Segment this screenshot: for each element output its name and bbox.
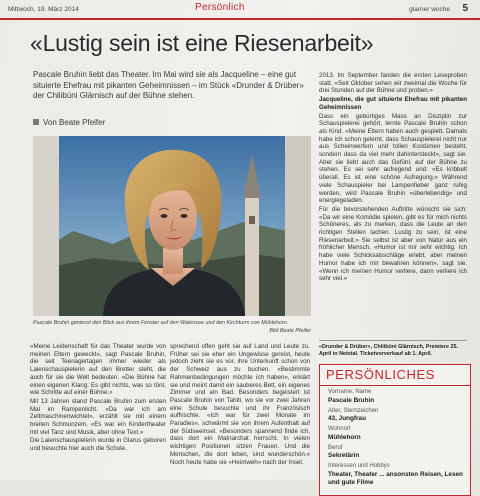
column-subhead: Jacqueline, die gut situierte Ehefrau mit pikanten Geheimnissen	[319, 96, 467, 111]
infobox-label: Interessen und Hobbys	[328, 463, 390, 469]
infobox-label: Wohnort	[328, 426, 351, 432]
article-column-b	[170, 343, 310, 467]
portrait-photo-illustration	[33, 136, 311, 316]
paragraph: Mit 13 Jahren stand Pascale Bruhin zum ersten Mal im Rampenlicht. «Da war ich am Zeltmaschinenwichtel», erzählt sie mit einem breiten Schmunzeln. «Es war ein Kindertheater mit viel Tanz und Musik, aber ohne Text.»	[30, 397, 166, 436]
infobox-value: 43, Jungfrau	[328, 415, 366, 422]
infobox-label: Vorname, Name	[328, 389, 372, 395]
photo-credit: Bild Beate Pfeifer	[269, 328, 311, 334]
article-column-c	[319, 72, 467, 284]
paragraph: Für die bevorstehenden Auftritte wünscht sie sich: «Da wir eine Komödie spielen, gibt es für mich nichts Schöneres, als zu merken, dass die Leute an den richtigen Stellen lachen. Lustig zu sein, ist eine Riesenarbeit.» Sie selbst ist aber von Natur aus ein fröhlicher Mensch. «Humor ist mir sehr wichtig. Ich habe viele Schicksalsschläge erlebt, aber meinen Humor habe ich mir bewahren können», sagt sie. «Wenn ich meinen Humor verliere, dann verliere ich sehr viel.»	[319, 205, 467, 283]
infobox-value: Pascale Bruhin	[328, 396, 375, 404]
newspaper-name: glarner woche	[409, 6, 450, 13]
paragraph: 2013. Im September fanden die ersten Leseproben statt. «Seit Oktober sehen wir zweimal die Woche für drei Stunden auf der Bühne und proben.»	[319, 72, 467, 95]
infobox-divider	[320, 385, 470, 386]
article-lead: Pascale Bruhin liebt das Theater. Im Mai wird sie als Jacqueline – eine gut situierte Ehefrau mit pikanten Geheimnissen – im Stück «Drunder & Drüber» der Chliibüni Glärnisch auf der Bühne stehen.	[33, 70, 304, 100]
infobox-value: Theater, Theater ... ansonsten Reisen, Lesen und gute Filme	[328, 470, 463, 486]
page-number: 5	[462, 3, 468, 14]
personal-info-box	[319, 364, 471, 496]
premiere-notice: «Drunder & Drüber», Chliibüni Glärnisch, Premiere 25. April in Netstal. Ticketvorverkauf ab 1. April.	[319, 340, 467, 358]
paragraph: Dass ein gebürtiges Mass an Disziplin zur Schauspielerei gehört, lernte Pascale Bruhin schon als Kind. «Meine Eltern haben auch gespielt. Damals habe ich schon gelernt, dass Schauspielerei nicht nur aus Scheinwerfern und tollen Kostümen besteht, sondern dass da viel mehr dahintersteckt», sagt sie. Aber sie liebt auch das Gefühl, auf der Bühne zu stehen. Es sei sehr aufregend und: «Es kribbelt überall. Es ist eine schöne Aufregung.» Während viele Schauspieler bei Lampenfieber ganz ruhig werden, wird Pascale Bruhin «überlebendig» und energiegeladen.	[319, 112, 467, 205]
infobox-value: Sekretärin	[328, 452, 360, 459]
author-name: Von Beate Pfeifer	[43, 118, 106, 127]
page-header	[0, 0, 480, 20]
infobox-rows	[328, 389, 466, 490]
author-bullet-icon	[33, 119, 39, 125]
article-headline: «Lustig sein ist eine Riesenarbeit»	[30, 30, 374, 56]
paragraph: «Meine Leidenschaft für das Theater wurde von meinen Eltern geweckt», sagt Pascale Bruhin, die seit Teenagertagen immer wieder als Laienschauspielerin auf den Bretter steht, die auch für sie die Welt bedeuten. «Die Bühne hat einen eigenen Klang: Es gibt nichts, was so tönt, wie Schritte auf einer Bühne.»	[30, 343, 166, 397]
paragraph: sprechend offen geht sie auf Land und Leute zu. Früher sei sie eher ein Ungewisse gereist, heute jedoch zieht sie es vor, ihre Unterkunft schon von der Schweiz aus zu buchen. «Bestimmte Rahmenbedingungen möchte ich haben», erklärt sie und meint damit ein sauberes Bett, ein eigenes Zimmer und ein Bad. Besonders begeistert ist Pascale Bruhin von Tahiti, wo sie vor zwei Jahren eine Schule besuchte und ihr Französisch auffrischte. «Ich war für zwei Monate im Paradies», schwärmt sie von ihrem Aufenthalt auf der Südseeinsel. «Besonders spannend finde ich, dass dort ein Matriarchat herrscht. In vielen wichtigen Positionen sitzen Frauen. Und die Menschen, die dort leben, sind wunderschön.» Noch heute habe sie «Heimweh» nach der Insel.	[170, 343, 310, 466]
photo-caption	[33, 320, 311, 334]
infobox-value: Mühlehorn	[328, 433, 361, 441]
article-column-a	[30, 343, 166, 454]
header-rule	[0, 18, 480, 20]
portrait-photo	[33, 136, 311, 316]
author-line	[33, 118, 105, 127]
paragraph: Die Laienschauspielerin wurde in Glarus geboren und besuchte hier auch die Schule.	[30, 437, 166, 453]
photo-caption-text: Pascale Bruhin geniesst den Blick aus ihrem Fenster auf den Walensee und den Kirchturm von Mühlehorn.	[33, 320, 289, 326]
infobox-label: Alter, Sternzeichen	[328, 407, 379, 414]
issue-date: Mittwoch, 19. März 2014	[8, 6, 79, 13]
infobox-label: Beruf	[328, 444, 343, 451]
section-title: Persönlich	[195, 2, 245, 13]
infobox-title: PERSÖNLICHES	[326, 367, 436, 382]
